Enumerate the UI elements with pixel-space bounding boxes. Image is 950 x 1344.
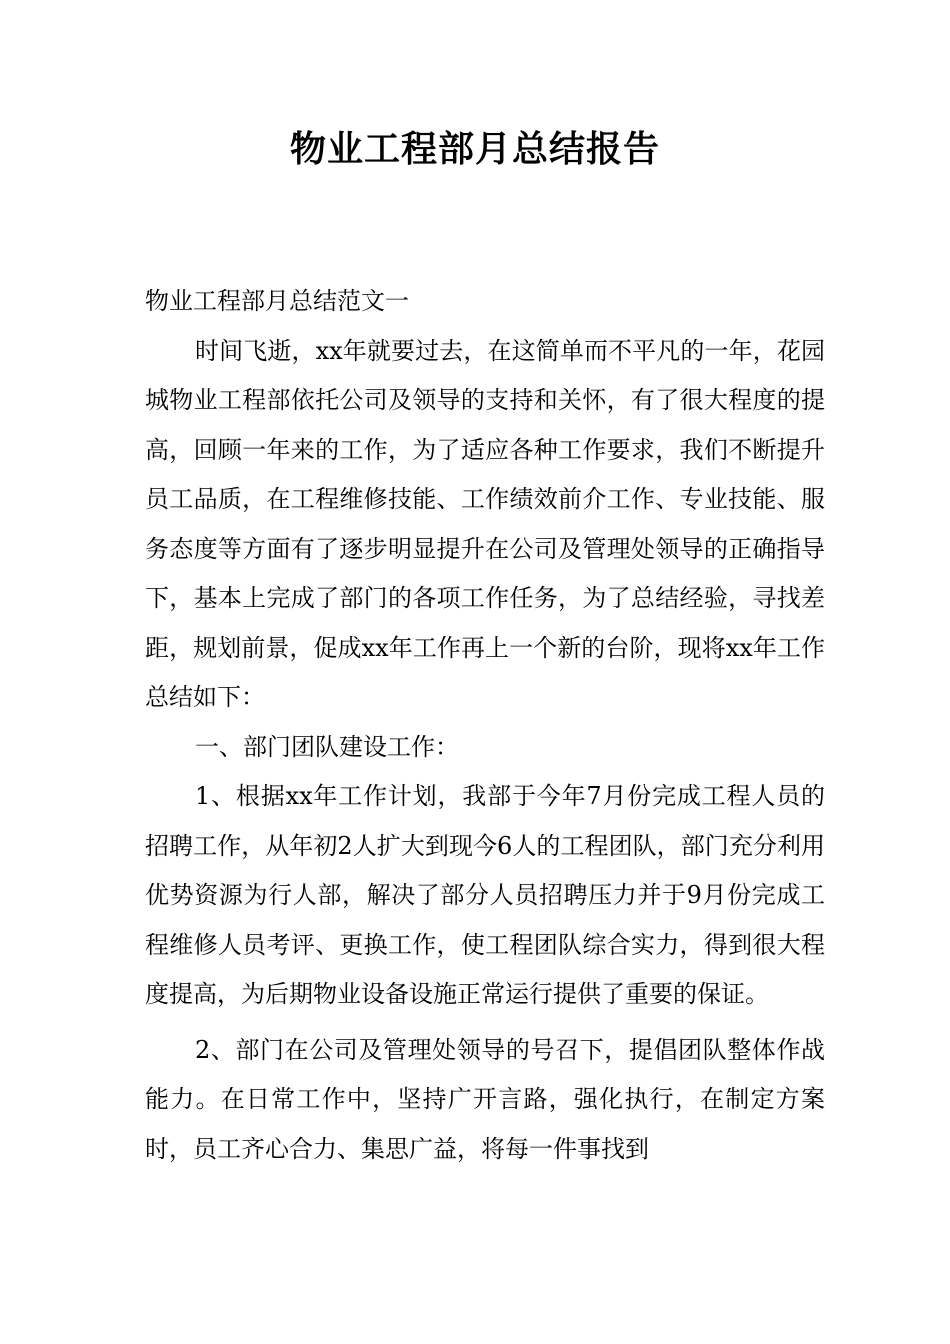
document-subtitle: 物业工程部月总结范文一 (145, 287, 409, 315)
section-heading-team-building: 一、部门团队建设工作： (195, 732, 459, 761)
document-body (145, 277, 825, 1174)
document-title: 物业工程部月总结报告 (289, 129, 660, 170)
paragraph-item-2: 2、部门在公司及管理处领导的号召下，提倡团队整体作战能力。在日常工作中，坚持广开言路，强化执行，在制定方案时，员工齐心合力、集思广益，将每一件事找到 (145, 1035, 825, 1163)
paragraph-item-1: 1、根据xx年工作计划，我部于今年7月份完成工程人员的招聘工作，从年初2人扩大到现今6人的工程团队，部门充分利用优势资源为行人部，解决了部分人员招聘压力并于9月份完成工程维修人员考评、更换工作，使工程团队综合实力，得到很大程度提高，为后期物业设备设施正常运行提供了重要的保证。 (145, 782, 825, 1008)
paragraph-intro: 时间飞逝，xx年就要过去，在这简单而不平凡的一年，花园城物业工程部依托公司及领导的支持和关怀，有了很大程度的提高，回顾一年来的工作，为了适应各种工作要求，我们不断提升员工品质，在工程维修技能、工作绩效前介工作、专业技能、服务态度等方面有了逐步明显提升在公司及管理处领导的正确指导下，基本上完成了部门的各项工作任务，为了总结经验，寻找差距，规划前景，促成xx年工作再上一个新的台阶，现将xx年工作总结如下： (145, 336, 825, 711)
